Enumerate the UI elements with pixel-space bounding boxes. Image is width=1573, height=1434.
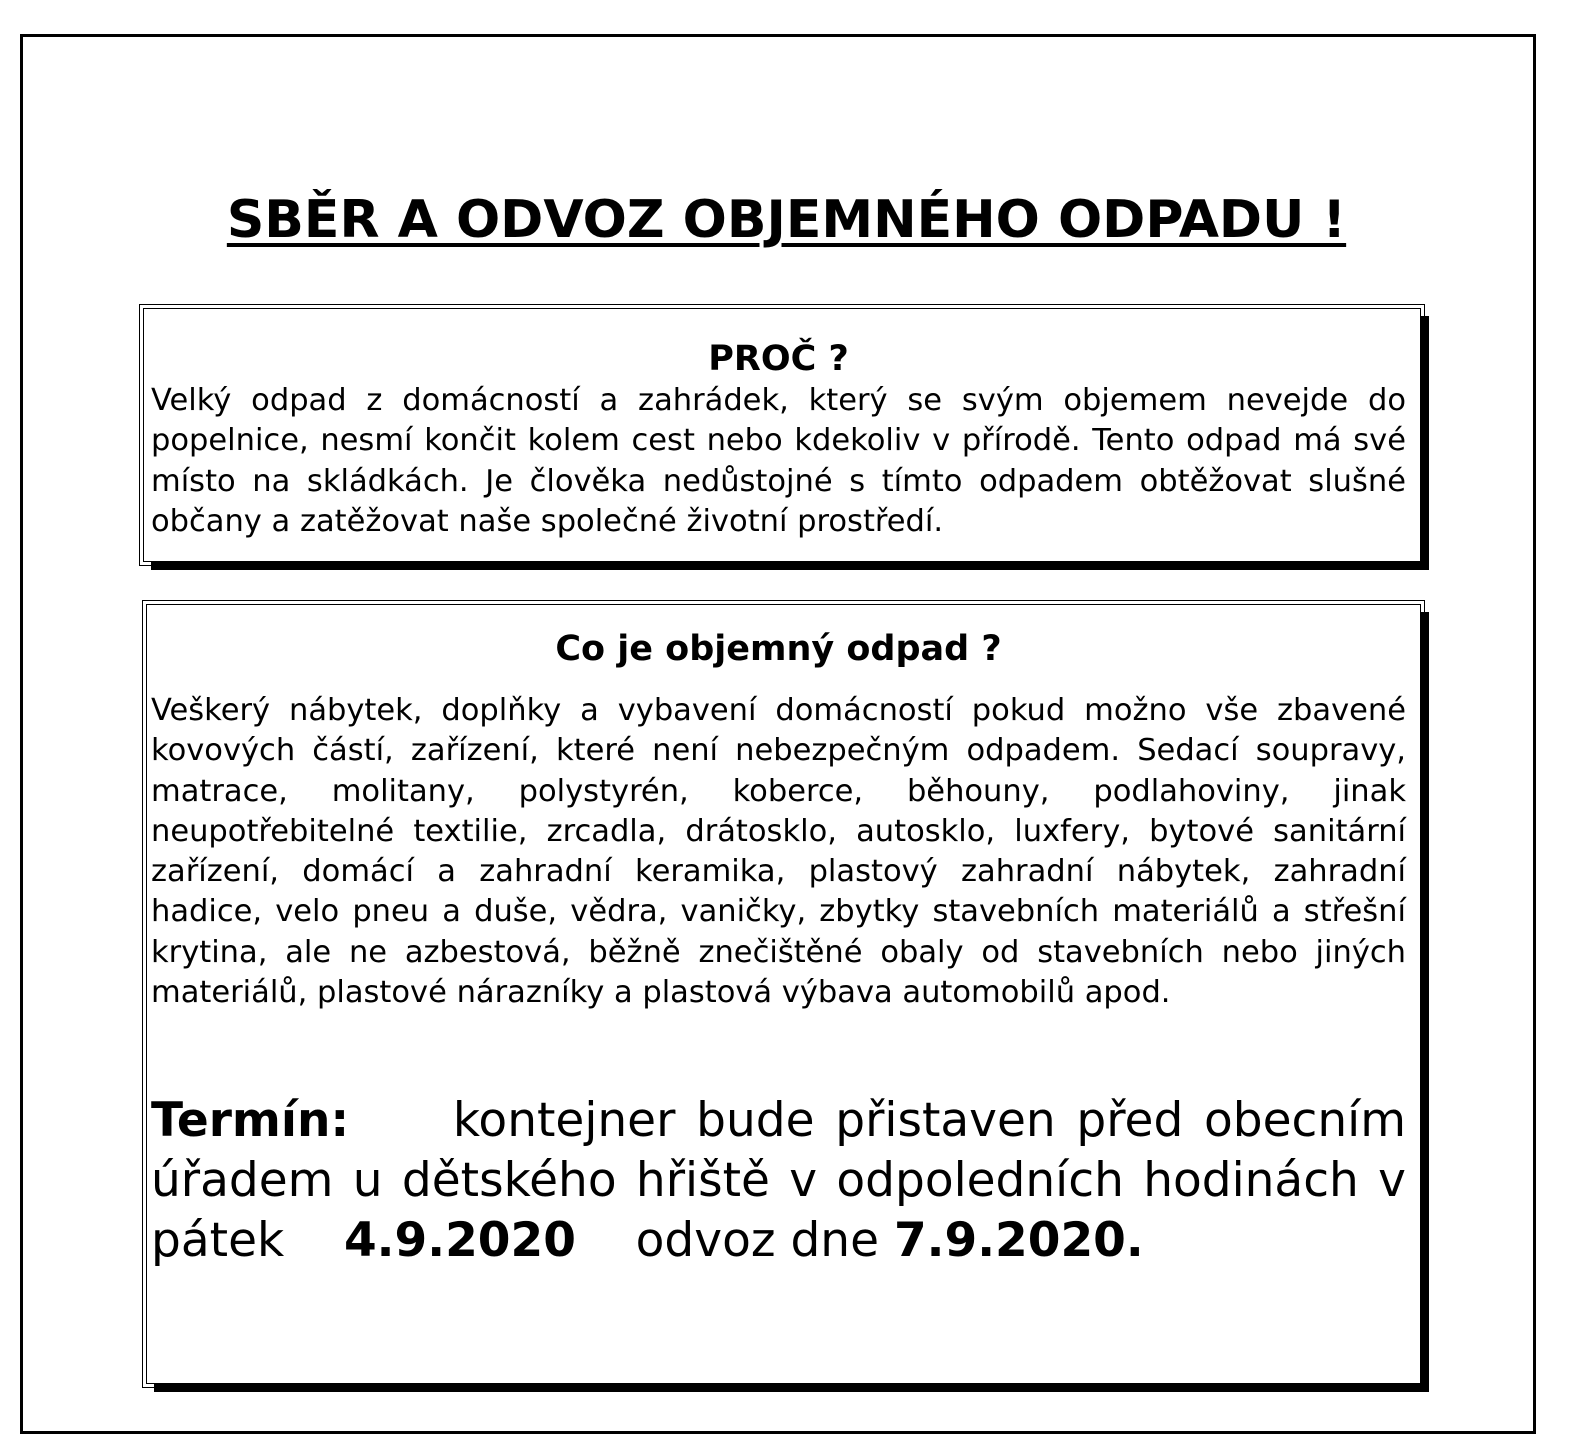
deadline-text-before-pickup: odvoz dne [635,1213,879,1269]
page-title [0,188,1573,252]
why-section-heading: PROČ ? [708,339,849,379]
why-section-text: Velký odpad z domácností a zahrádek, který se svým objemem nevejde do popelnice, nesmí končit kolem cest nebo kdekoliv v přírodě. Tento odpad má své místo na skládkách. Je člověka nedůstojné s tímto odpadem obtěžovat slušné občany a zatěžovat naše společné životní prostředí. [151,383,1406,539]
deadline-label: Termín: [151,1093,350,1149]
deadline-placement-date: 4.9.2020 [343,1213,576,1269]
deadline-pickup-date: 7.9.2020. [893,1213,1144,1269]
what-section-box [146,604,1421,1384]
page-title-text: SBĚR A ODVOZ OBJEMNÉHO ODPADU ! [226,190,1347,250]
what-section-text: Veškerý nábytek, doplňky a vybavení domácností pokud možno vše zbavené kovových částí, zařízení, které není nebezpečným odpadem. Sedací soupravy, matrace, molitany, polystyrén, koberce, běhouny, podlahoviny, jinak neupotřebitelné textilie, zrcadla, drátosklo, autosklo, luxfery, bytové sanitární zařízení, domácí a zahradní keramika, plastový zahradní nábytek, zahradní hadice, velo pneu a duše, vědra, vaničky, zbytky stavebních materiálů a střešní krytina, ale ne azbestová, běžně znečištěné obaly od stavebních nebo jiných materiálů, plastové nárazníky a plastová výbava automobilů apod. [151,693,1406,1011]
what-section-heading: Co je objemný odpad ? [555,629,1002,669]
deadline-text-before-date: kontejner bude přistaven před obecním úřadem u dětského hřiště v odpoledních hodinách v pátek [151,1093,1407,1269]
why-section-box [143,308,1421,562]
deadline-paragraph [151,1091,1406,1271]
